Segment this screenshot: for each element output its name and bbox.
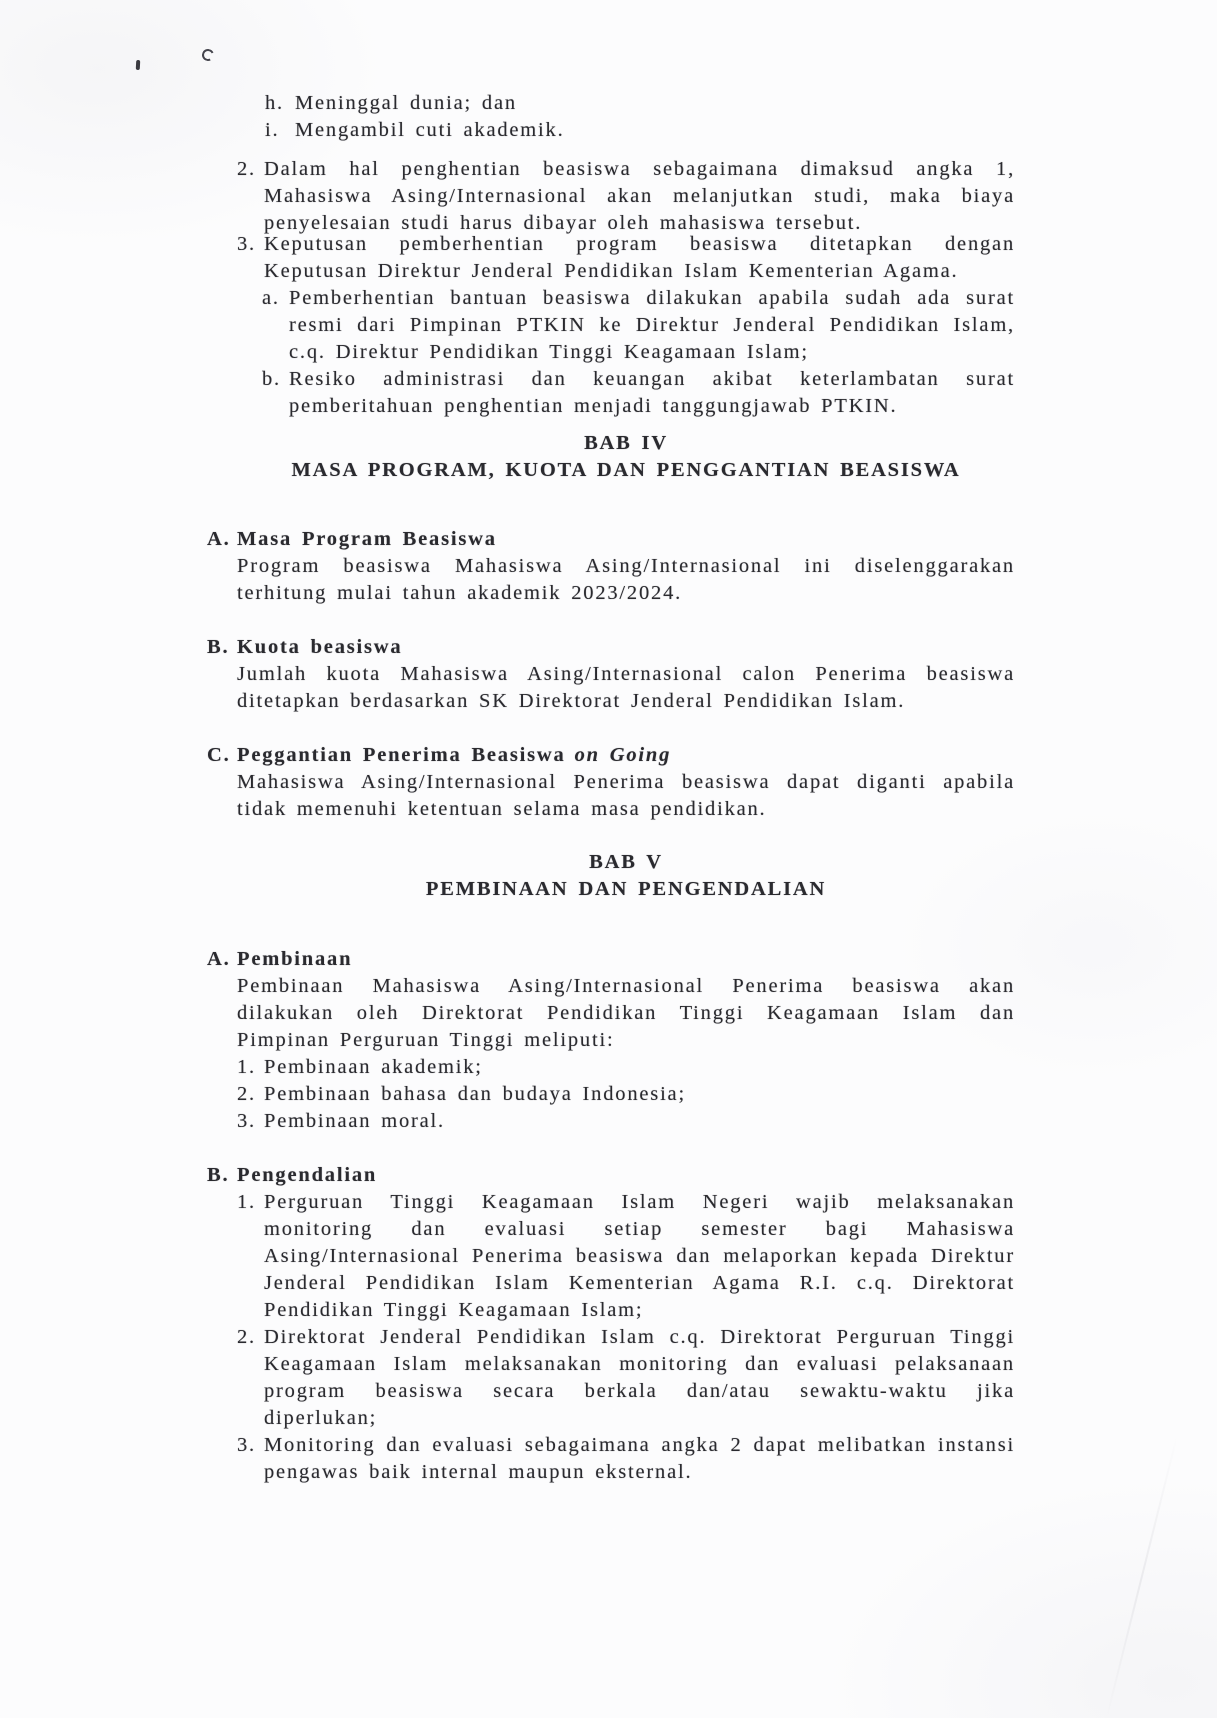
chapter-title: PEMBINAAN DAN PENGENDALIAN [425, 878, 827, 900]
item-text: Meninggal dunia; dan [295, 92, 517, 114]
section-heading [207, 526, 1015, 553]
sub-item [262, 366, 1015, 420]
numbered-item [237, 1189, 1015, 1324]
section-title: Kuota beasiswa [237, 636, 403, 658]
item-marker: 1. [237, 1056, 256, 1078]
item-marker: 3. [237, 233, 256, 255]
section-heading [207, 742, 1015, 769]
item-text: Pembinaan akademik; [264, 1056, 483, 1078]
section-label: B. [207, 636, 230, 658]
section-title: Peggantian Penerima Beasiswa [237, 744, 566, 766]
item-marker: 1. [237, 1191, 256, 1213]
numbered-list [237, 1054, 1015, 1135]
numbered-item [237, 231, 1015, 285]
item-text: Perguruan Tinggi Keagamaan Islam Negeri wajib melaksanakan monitoring dan evaluasi setiap semester bagi Mahasiswa Asing/Internasional Penerima beasiswa dan melaporkan kepada Direktur Jenderal Pendidikan Islam Kementerian Agama R.I. c.q. Direktorat Pendidikan Tinggi Keagamaan Islam; [264, 1191, 1015, 1321]
chapter-title: MASA PROGRAM, KUOTA DAN PENGGANTIAN BEASISWA [291, 459, 961, 481]
section-body: Mahasiswa Asing/Internasional Penerima beasiswa dapat diganti apabila tidak memenuhi ketentuan selama masa pendidikan. [237, 771, 1015, 820]
item-marker: i. [265, 119, 280, 141]
list-item [237, 1054, 1015, 1081]
chapter-heading [237, 849, 1015, 903]
section-label: B. [207, 1164, 230, 1186]
item-text: Dalam hal penghentian beasiswa sebagaimana dimaksud angka 1, Mahasiswa Asing/Internasional akan melanjutkan studi, maka biaya penyelesaian studi harus dibayar oleh mahasiswa tersebut. [264, 158, 1015, 234]
numbered-item [237, 1432, 1015, 1486]
section-body: Program beasiswa Mahasiswa Asing/Internasional ini diselenggarakan terhitung mulai tahun akademik 2023/2024. [237, 555, 1015, 604]
item-marker: 3. [237, 1434, 256, 1456]
list-item [237, 1108, 1015, 1135]
scan-streak [1104, 1434, 1179, 1718]
chapter-heading [237, 430, 1015, 484]
item-marker: 2. [237, 1083, 256, 1105]
numbered-item [237, 1324, 1015, 1432]
section-body: Pembinaan Mahasiswa Asing/Internasional Penerima beasiswa akan dilakukan oleh Direktorat Pendidikan Tinggi Keagamaan Islam dan Pimpinan Perguruan Tinggi meliputi: [237, 975, 1015, 1051]
section-heading [207, 946, 1015, 973]
numbered-item [237, 156, 1015, 237]
section-body: Jumlah kuota Mahasiswa Asing/Internasional calon Penerima beasiswa ditetapkan berdasarkan SK Direktorat Jenderal Pendidikan Islam. [237, 663, 1015, 712]
item-marker: b. [262, 368, 281, 390]
item-text: Pembinaan bahasa dan budaya Indonesia; [264, 1083, 686, 1105]
item-marker: h. [265, 92, 284, 114]
item-text: Resiko administrasi dan keuangan akibat keterlambatan surat pemberitahuan penghentian menjadi tanggungjawab PTKIN. [289, 368, 1015, 417]
section-title: Pengendalian [237, 1164, 378, 1186]
chapter-number: BAB V [589, 851, 663, 873]
section-label: A. [207, 948, 231, 970]
item-text: Monitoring dan evaluasi sebagaimana angka 2 dapat melibatkan instansi pengawas baik internal maupun eksternal. [264, 1434, 1015, 1483]
ink-mark-icon [136, 60, 141, 70]
sub-item [262, 285, 1015, 366]
item-marker: 3. [237, 1110, 256, 1132]
list-item [237, 1081, 1015, 1108]
chapter-number: BAB IV [584, 432, 668, 454]
letter-list [265, 90, 1015, 144]
section-label: C. [207, 744, 231, 766]
item-marker: a. [262, 287, 280, 309]
item-text: Mengambil cuti akademik. [295, 119, 565, 141]
item-marker: 2. [237, 1326, 256, 1348]
item-text: Pemberhentian bantuan beasiswa dilakukan apabila sudah ada surat resmi dari Pimpinan PTKIN ke Direktur Jenderal Pendidikan Islam, c.q. Direktur Pendidikan Tinggi Keagamaan Islam; [289, 287, 1015, 363]
section-title-italic: on Going [574, 744, 672, 766]
item-text: Direktorat Jenderal Pendidikan Islam c.q. Direktorat Perguruan Tinggi Keagamaan Islam melaksanakan monitoring dan evaluasi pelaksanaan program beasiswa secara berkala dan/atau sewaktu-waktu jika diperlukan; [264, 1326, 1015, 1429]
section-title: Pembinaan [237, 948, 353, 970]
item-text: Keputusan pemberhentian program beasiswa ditetapkan dengan Keputusan Direktur Jenderal Pendidikan Islam Kementerian Agama. [264, 233, 1015, 282]
ink-mark-icon [200, 47, 215, 62]
list-item [265, 117, 1015, 144]
item-text: Pembinaan moral. [264, 1110, 445, 1132]
section-heading [207, 634, 1015, 661]
section-title: Masa Program Beasiswa [237, 528, 497, 550]
section-heading [207, 1162, 1015, 1189]
list-item [265, 90, 1015, 117]
item-marker: 2. [237, 158, 256, 180]
section-label: A. [207, 528, 231, 550]
